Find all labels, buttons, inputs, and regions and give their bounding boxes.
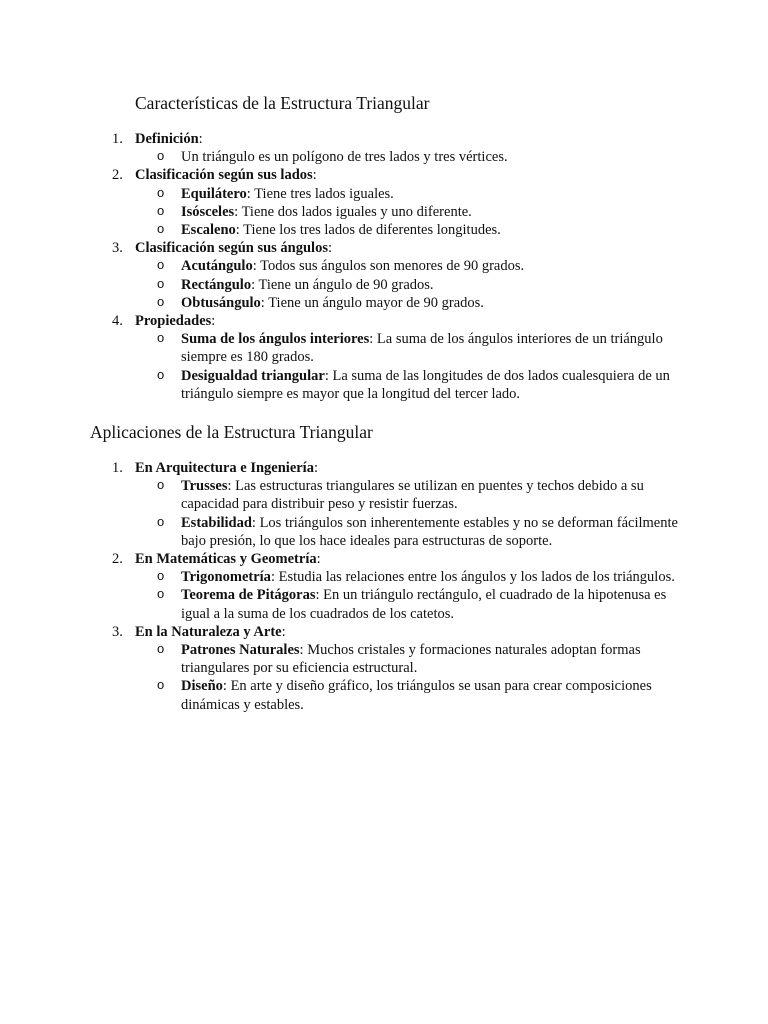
item-colon: : [198, 131, 203, 147]
sub-list [135, 477, 768, 550]
list-item [0, 312, 768, 403]
sub-item-term: Diseño [181, 678, 223, 695]
circle-bullet-icon: o [157, 568, 165, 584]
sub-list-item [135, 677, 681, 713]
sub-item-text: Tiene tres lados iguales. [250, 185, 394, 202]
sub-list-item [135, 568, 681, 586]
item-colon: : [211, 313, 216, 330]
sub-item-text: Un triángulo es un polígono de tres lados y tres vértices. [181, 149, 508, 166]
circle-bullet-icon: o [157, 477, 165, 493]
heading-caracteristicas: Características de la Estructura Triangular [135, 93, 430, 113]
item-number: 4. [112, 313, 123, 330]
sub-item-sep: : [234, 203, 239, 220]
sub-list-item [135, 221, 681, 239]
sub-item-sep: : [260, 294, 265, 311]
sub-item-sep: : [251, 514, 256, 531]
item-colon: : [313, 460, 318, 476]
sub-list-item [135, 330, 681, 366]
sub-item-text: Todos sus ángulos son menores de 90 grados. [256, 258, 525, 275]
sub-list [135, 568, 768, 623]
sub-item-sep: : [251, 276, 256, 293]
sub-item-term: Desigualdad triangular [181, 367, 325, 384]
sub-item-text: En arte y diseño gráfico, los triángulos se usan para crear composiciones dinámicas y estables. [181, 678, 652, 713]
circle-bullet-icon: o [157, 148, 165, 164]
item-number: 2. [112, 551, 123, 568]
sub-item-text: Tiene los tres lados de diferentes longitudes. [239, 222, 501, 239]
circle-bullet-icon: o [157, 513, 165, 529]
list-item [0, 459, 768, 550]
sub-list-item [135, 586, 681, 622]
circle-bullet-icon: o [157, 221, 165, 237]
sub-item-sep: : [299, 642, 304, 659]
item-number: 3. [112, 623, 123, 640]
circle-bullet-icon: o [157, 366, 165, 382]
list-aplicaciones [0, 459, 768, 714]
sub-item-term: Rectángulo [181, 276, 252, 293]
sub-item-text: Estudia las relaciones entre los ángulos y los lados de los triángulos. [274, 569, 675, 586]
sub-item-term: Obtusángulo [181, 294, 261, 311]
item-number: 3. [112, 240, 123, 257]
sub-item-term: Estabilidad [181, 514, 252, 531]
list-caracteristicas [0, 130, 768, 403]
circle-bullet-icon: o [157, 586, 165, 602]
sub-list-item [135, 185, 681, 203]
sub-item-text: Tiene un ángulo de 90 grados. [255, 276, 434, 293]
sub-item-text: Los triángulos son inherentemente estables y no se deforman fácilmente bajo presión, lo que los hace ideales para estructuras de soporte. [181, 514, 678, 549]
sub-item-sep: : [324, 367, 329, 384]
sub-item-term: Trusses [181, 478, 228, 495]
sub-item-sep: : [270, 569, 275, 586]
item-number: 2. [112, 167, 123, 184]
sub-item-sep: : [252, 258, 257, 275]
sub-item-sep: : [227, 478, 232, 495]
sub-list-item [135, 641, 681, 677]
sub-item-term: Acutángulo [181, 258, 253, 275]
sub-item-sep: : [315, 587, 320, 604]
sub-item-sep: : [369, 331, 374, 348]
sub-item-text: Tiene dos lados iguales y uno diferente. [238, 203, 472, 220]
list-item [0, 130, 768, 166]
heading-aplicaciones: Aplicaciones de la Estructura Triangular [90, 422, 373, 442]
item-title: En Matemáticas y Geometría [135, 551, 317, 568]
circle-bullet-icon: o [157, 275, 165, 291]
item-title: En la Naturaleza y Arte [135, 623, 282, 640]
item-number: 1. [112, 131, 123, 147]
item-title: Clasificación según sus lados [135, 167, 313, 184]
sub-item-term: Isósceles [181, 203, 235, 220]
sub-item-text: Muchos cristales y formaciones naturales adoptan formas triangulares por su eficiencia estructural. [181, 642, 641, 677]
sub-list-item [135, 203, 681, 221]
sub-list [135, 641, 768, 714]
circle-bullet-icon: o [157, 641, 165, 657]
sub-list [135, 257, 768, 312]
item-title: En Arquitectura e Ingeniería [135, 460, 314, 476]
sub-item-sep: : [222, 678, 227, 695]
circle-bullet-icon: o [157, 293, 165, 309]
list-item [0, 623, 768, 714]
sub-item-term: Teorema de Pitágoras [181, 587, 316, 604]
sub-item-text: Tiene un ángulo mayor de 90 grados. [264, 294, 484, 311]
sub-list-item [135, 367, 681, 403]
circle-bullet-icon: o [157, 330, 165, 346]
sub-list [135, 330, 768, 403]
item-colon: : [312, 167, 317, 184]
sub-item-sep: : [246, 185, 251, 202]
circle-bullet-icon: o [157, 677, 165, 693]
sub-item-text: Las estructuras triangulares se utilizan en puentes y techos debido a su capacidad para distribuir peso y resistir fuerzas. [181, 478, 644, 513]
sub-list-item [135, 257, 681, 275]
item-title: Definición [135, 131, 199, 147]
sub-item-term: Suma de los ángulos interiores [181, 331, 370, 348]
sub-list-item [135, 294, 681, 312]
sub-list-item [135, 276, 681, 294]
sub-item-term: Escaleno [181, 222, 236, 239]
item-colon: : [281, 623, 286, 640]
sub-item-term: Equilátero [181, 185, 247, 202]
item-title: Clasificación según sus ángulos [135, 240, 328, 257]
sub-list [135, 148, 768, 166]
list-item [0, 239, 768, 312]
sub-item-term: Patrones Naturales [181, 642, 300, 659]
sub-list [135, 185, 768, 240]
item-title: Propiedades [135, 313, 212, 330]
sub-item-term: Trigonometría [181, 569, 271, 586]
item-colon: : [316, 551, 321, 568]
list-item [0, 166, 768, 239]
sub-list-item [135, 148, 681, 166]
sub-item-text: La suma de los ángulos interiores de un triángulo siempre es 180 grados. [181, 331, 663, 366]
sub-item-text: La suma de las longitudes de dos lados cualesquiera de un triángulo siempre es mayor que la longitud del tercer lado. [181, 367, 670, 402]
circle-bullet-icon: o [157, 257, 165, 273]
item-number: 1. [112, 460, 123, 476]
item-colon: : [327, 240, 333, 257]
sub-list-item [135, 514, 681, 550]
sub-item-sep: : [235, 222, 240, 239]
circle-bullet-icon: o [157, 184, 165, 200]
sub-list-item [135, 477, 681, 513]
circle-bullet-icon: o [157, 202, 165, 218]
list-item [0, 550, 768, 623]
sub-item-text: En un triángulo rectángulo, el cuadrado de la hipotenusa es igual a la suma de los cuadrados de los catetos. [181, 587, 667, 622]
